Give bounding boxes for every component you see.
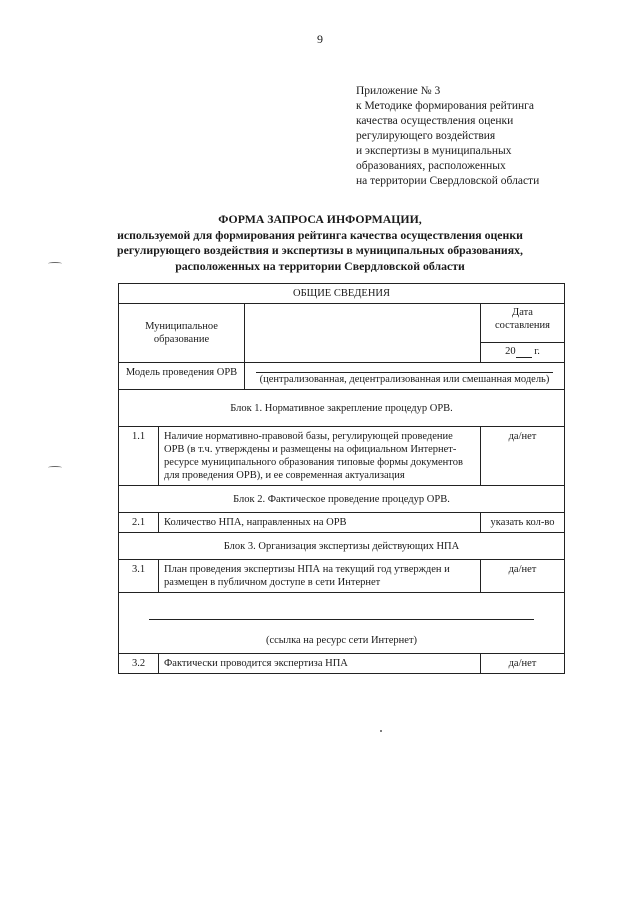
date-label: Дата составления bbox=[495, 307, 550, 331]
block3-title: Блок 3. Организация экспертизы действующих НПА bbox=[119, 533, 565, 560]
date-year-suffix: г. bbox=[534, 346, 540, 357]
row-number: 3.1 bbox=[119, 560, 159, 593]
row-text: Фактически проводится экспертиза НПА bbox=[159, 654, 481, 674]
row-text: Количество НПА, направленных на ОРВ bbox=[159, 513, 481, 533]
scan-mark bbox=[48, 262, 62, 265]
model-hint: (централизованная, децентрализованная или смешанная модель) bbox=[259, 374, 550, 385]
table-row bbox=[119, 654, 565, 674]
table-row bbox=[119, 593, 565, 654]
appendix-line: на территории Свердловской области bbox=[356, 175, 540, 187]
table-row bbox=[119, 304, 565, 363]
row-answer[interactable]: да/нет bbox=[481, 654, 565, 674]
appendix-line: к Методике формирования рейтинга bbox=[356, 100, 534, 112]
appendix-caption bbox=[356, 84, 539, 189]
municipality-value[interactable] bbox=[245, 304, 481, 363]
form-title-line: регулирующего воздействия и экспертизы в муниципальных образованиях, bbox=[117, 243, 523, 257]
link-cell[interactable] bbox=[119, 593, 565, 654]
date-divider bbox=[481, 332, 564, 343]
date-blank bbox=[516, 348, 532, 358]
general-header: ОБЩИЕ СВЕДЕНИЯ bbox=[119, 284, 565, 304]
table-row bbox=[119, 284, 565, 304]
table-row bbox=[119, 486, 565, 513]
page-number: 9 bbox=[317, 32, 323, 46]
table-row bbox=[119, 560, 565, 593]
table-row bbox=[119, 427, 565, 486]
model-cell[interactable] bbox=[245, 363, 565, 390]
date-year-prefix: 20 bbox=[505, 346, 516, 357]
row-answer[interactable]: да/нет bbox=[481, 427, 565, 486]
link-hint: (ссылка на ресурс сети Интернет) bbox=[265, 635, 418, 646]
appendix-line: образованиях, расположенных bbox=[356, 160, 506, 172]
appendix-line: Приложение № 3 bbox=[356, 85, 441, 97]
municipality-label: Муниципальное образование bbox=[119, 304, 245, 363]
table-row bbox=[119, 363, 565, 390]
row-answer[interactable]: указать кол-во bbox=[481, 513, 565, 533]
date-year bbox=[484, 345, 561, 358]
row-text: План проведения экспертизы НПА на текущий год утвержден и размещен в публичном доступе в сети Интернет bbox=[159, 560, 481, 593]
table-row bbox=[119, 533, 565, 560]
form-title-line: используемой для формирования рейтинга качества осуществления оценки bbox=[117, 227, 523, 242]
form-title bbox=[60, 212, 580, 274]
form-title-main: ФОРМА ЗАПРОСА ИНФОРМАЦИИ, bbox=[218, 212, 422, 226]
appendix-line: качества осуществления оценки bbox=[356, 115, 514, 127]
link-blank bbox=[149, 613, 534, 620]
info-request-table bbox=[118, 283, 565, 674]
scan-mark bbox=[48, 466, 62, 469]
row-number: 1.1 bbox=[119, 427, 159, 486]
appendix-line: и экспертизы в муниципальных bbox=[356, 145, 512, 157]
row-text: Наличие нормативно-правовой базы, регулирующей проведение ОРВ (в т.ч. утверждены и размещены на официальном Интернет-ресурсе муниципального образования типовые формы документов для проведения ОРВ), и ее современная актуализация bbox=[159, 427, 481, 486]
table-row bbox=[119, 513, 565, 533]
model-label: Модель проведения ОРВ bbox=[119, 363, 245, 390]
table-row bbox=[119, 390, 565, 427]
row-number: 2.1 bbox=[119, 513, 159, 533]
model-blank bbox=[256, 366, 553, 373]
block1-title: Блок 1. Нормативное закрепление процедур ОРВ. bbox=[119, 390, 565, 427]
form-title-line: расположенных на территории Свердловской области bbox=[175, 258, 465, 273]
scan-dot bbox=[380, 730, 382, 732]
block2-title: Блок 2. Фактическое проведение процедур ОРВ. bbox=[119, 486, 565, 513]
row-number: 3.2 bbox=[119, 654, 159, 674]
row-answer[interactable]: да/нет bbox=[481, 560, 565, 593]
appendix-line: регулирующего воздействия bbox=[356, 130, 496, 142]
date-cell[interactable] bbox=[481, 304, 565, 363]
